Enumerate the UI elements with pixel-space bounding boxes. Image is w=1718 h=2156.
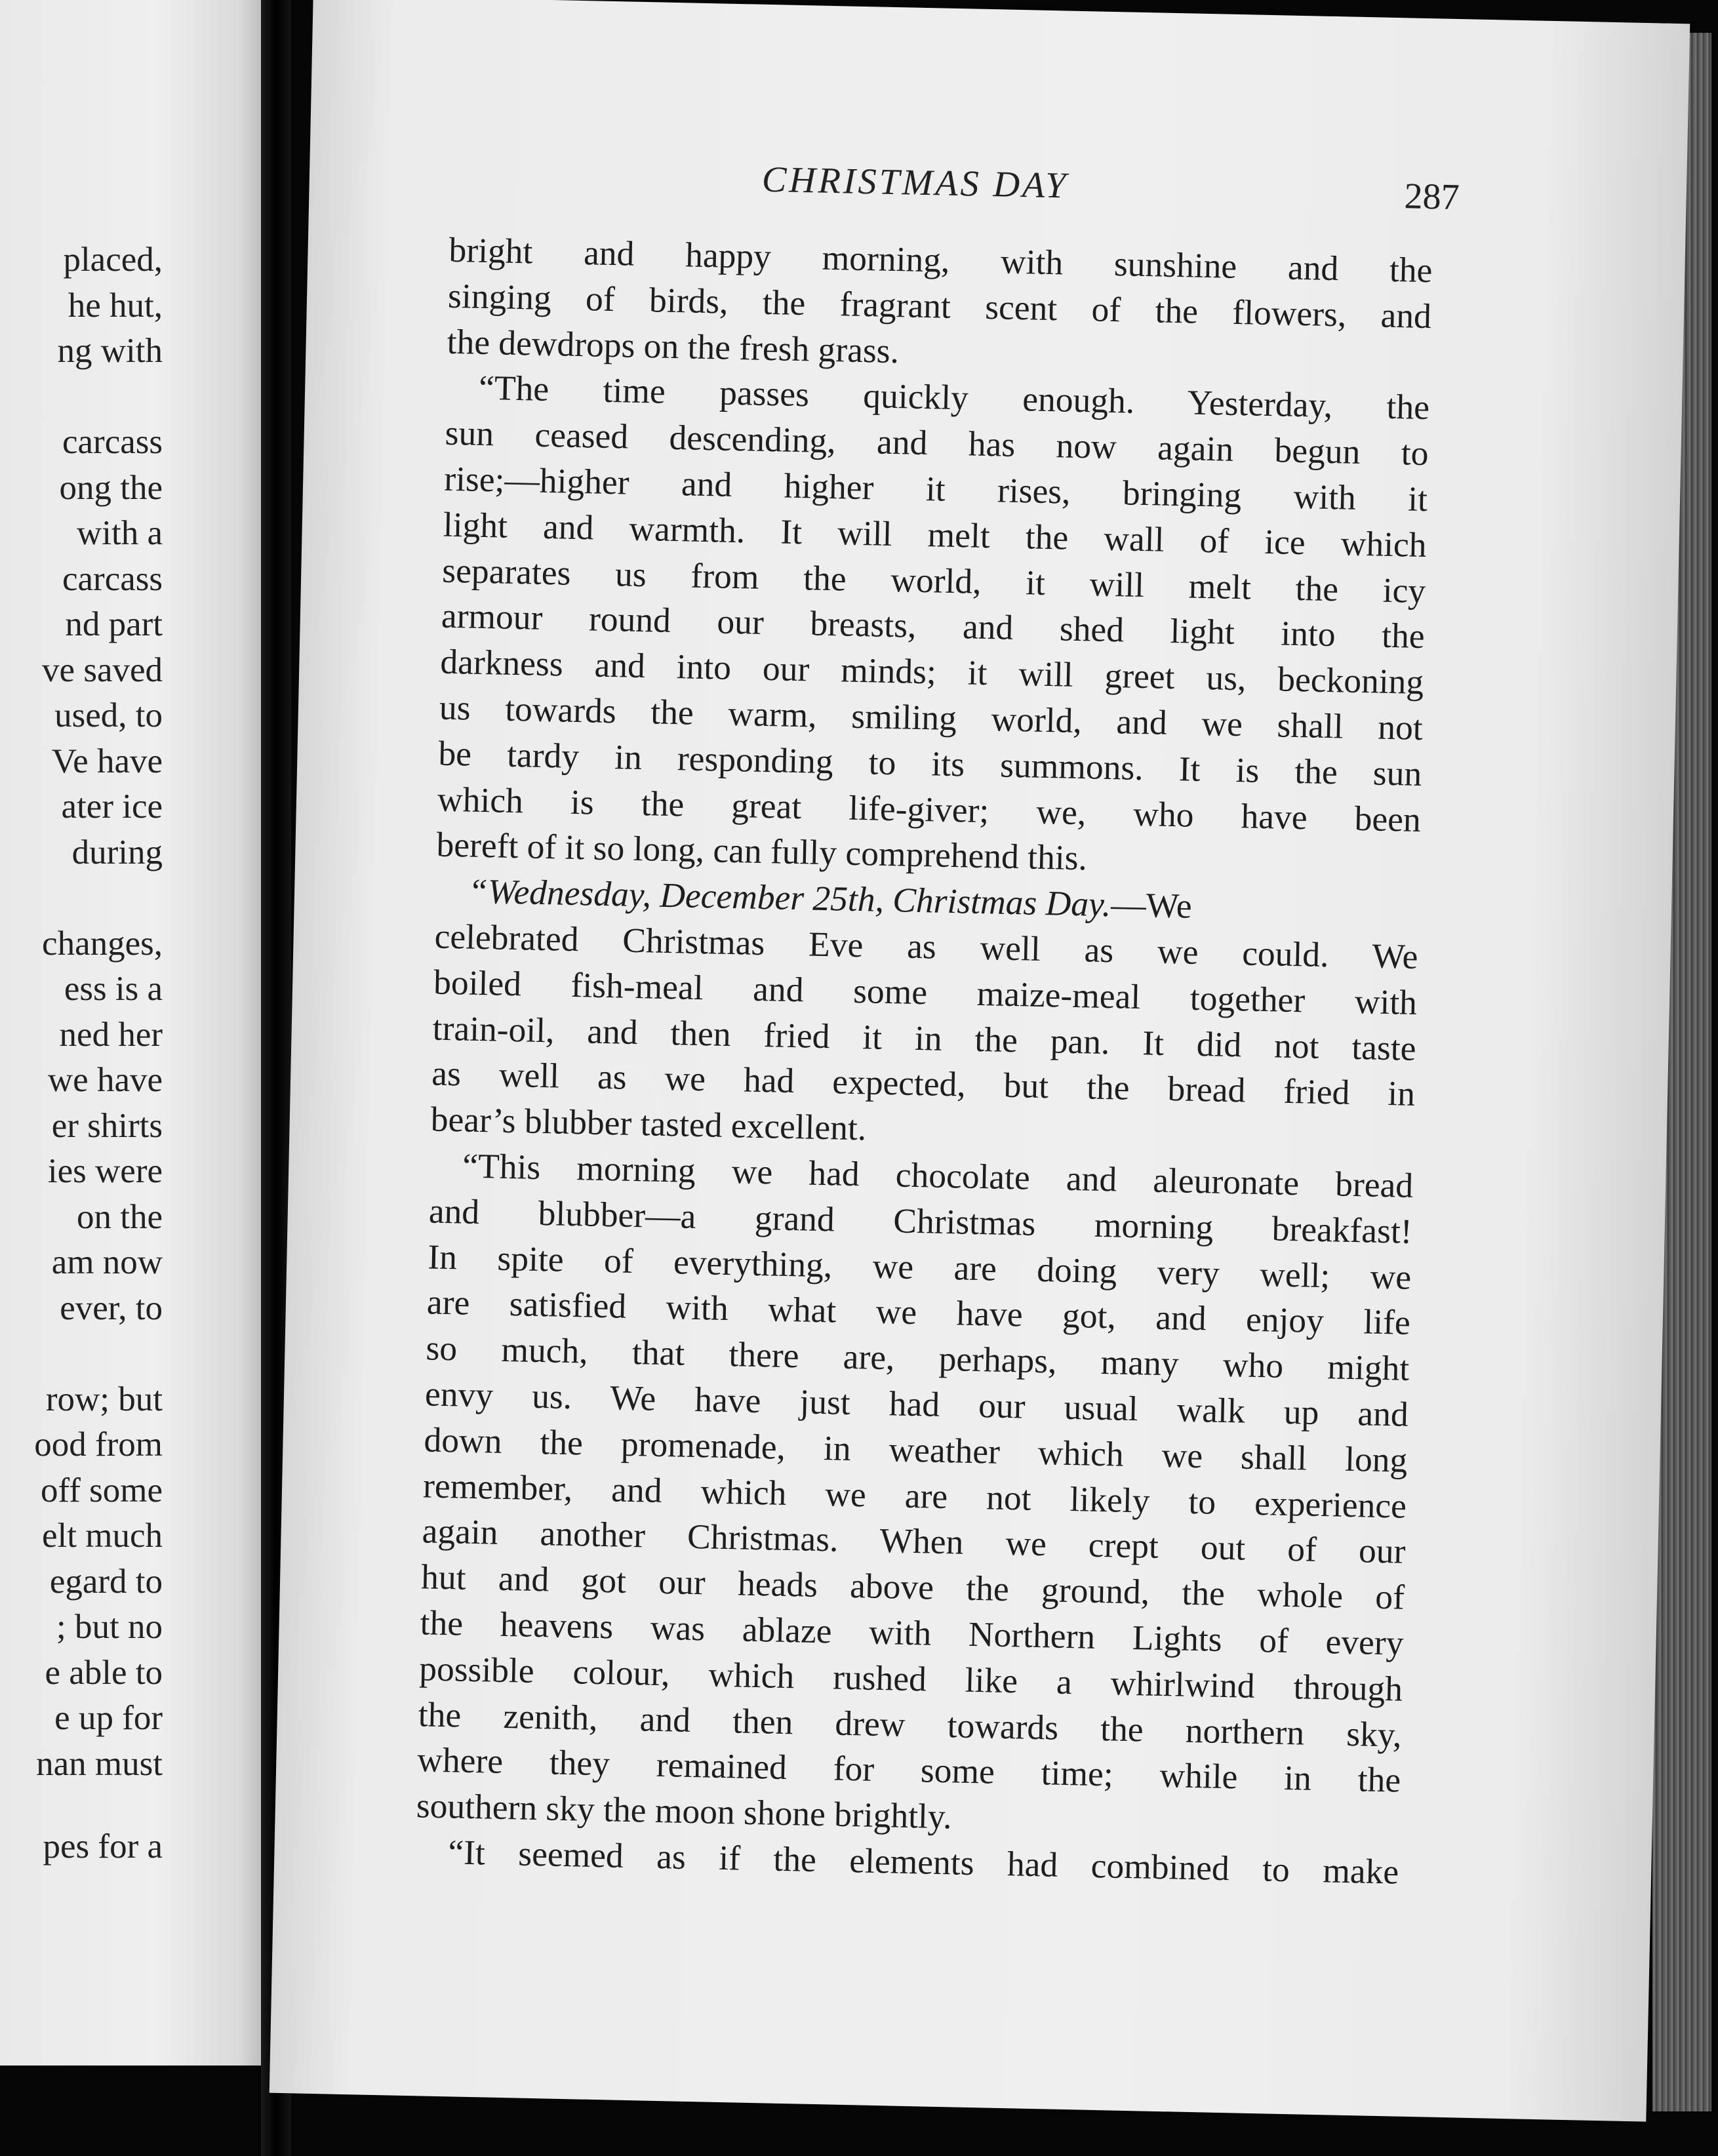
left-page-line: off some	[41, 1471, 163, 1509]
left-page-line: used, to	[54, 696, 163, 734]
left-page-line: nan must	[36, 1744, 163, 1783]
text-line: “This morning we had chocolate and aleuronate bread	[462, 1146, 1414, 1205]
italic-heading: “Wednesday, December 25th, Christmas Day.	[468, 871, 1111, 925]
left-page-line: with a	[77, 514, 163, 552]
text-line: separates us from the world, it will melt the icy	[441, 550, 1426, 610]
left-page-line: ned her	[59, 1015, 163, 1054]
text-line: which is the great life-giver; we, who have been	[437, 779, 1422, 839]
left-page-line	[0, 1331, 163, 1377]
text-line: be tardy in responding to its summons. It is the sun	[437, 733, 1422, 793]
page-number: 287	[1404, 176, 1460, 218]
text-line: In spite of everything, we are doing very well; we	[427, 1236, 1412, 1297]
text-line: “It seemed as if the elements had combined to make	[447, 1832, 1399, 1892]
left-page-line: elt much	[42, 1517, 163, 1555]
left-page-line: am now	[51, 1243, 163, 1281]
text-line: are satisfied with what we have got, and enjoy life	[426, 1282, 1411, 1343]
left-page-line: carcass	[62, 559, 163, 598]
text-line: boiled fish-meal and some maize-meal together with	[433, 962, 1418, 1022]
text-line: bear’s blubber tasted excellent.	[430, 1099, 867, 1148]
right-page	[270, 0, 1690, 2122]
left-page-line: changes,	[42, 924, 163, 963]
text-line: possible colour, which rushed like a whirlwind through	[418, 1648, 1403, 1709]
text-line: the zenith, and then drew towards the northern sky,	[418, 1694, 1403, 1755]
line-text: —We	[1110, 885, 1193, 926]
running-head: CHRISTMAS DAY	[761, 159, 1069, 207]
left-page-line: we have	[47, 1061, 163, 1099]
text-line: rise;—higher and higher it rises, bringing with it	[443, 458, 1428, 519]
text-line: the heavens was ablaze with Northern Lights of every	[420, 1603, 1405, 1663]
text-line: armour round our breasts, and shed light into the	[441, 596, 1426, 656]
left-page-line: on the	[77, 1197, 163, 1236]
text-line: us towards the warm, smiling world, and we shall not	[439, 687, 1424, 748]
left-page-line: ater ice	[61, 788, 163, 826]
text-line: darkness and into our minds; it will greet us, beckoning	[439, 641, 1424, 702]
left-page-line: row; but	[45, 1380, 163, 1418]
left-page-line: ood from	[34, 1426, 163, 1464]
text-line: sun ceased descending, and has now again begun to	[445, 412, 1429, 473]
text-line: “The time passes quickly enough. Yesterday, the	[478, 368, 1430, 428]
text-line: down the promenade, in weather which we shall long	[424, 1420, 1408, 1480]
left-page-line	[0, 875, 163, 921]
left-page-line: ; but no	[56, 1608, 163, 1646]
left-page-line: ever, to	[60, 1288, 163, 1327]
left-page-last-line: pes for a	[43, 1827, 163, 1866]
left-page-line: during	[71, 833, 163, 871]
text-line: envy us. We have just had our usual walk up and	[424, 1374, 1409, 1434]
left-page-line: he hut,	[68, 286, 163, 325]
text-line: remember, and which we are not likely to experience	[422, 1465, 1407, 1526]
left-facing-page	[0, 0, 261, 2066]
text-line: light and warmth. It will melt the wall of ice which	[443, 504, 1428, 565]
text-line: as well as we had expected, but the bread fried in	[431, 1053, 1416, 1114]
left-page-line	[0, 374, 163, 420]
left-page-line: e up for	[54, 1699, 163, 1737]
text-line: singing of birds, the fragrant scent of the flowers, and	[447, 275, 1432, 336]
left-page-line: ies were	[47, 1152, 163, 1190]
text-line: celebrated Christmas Eve as well as we could. We	[434, 916, 1419, 976]
text-line: bright and happy morning, with sunshine and the	[449, 230, 1433, 290]
left-page-text	[0, 237, 163, 1787]
left-page-line: placed,	[63, 241, 163, 279]
left-page-line: Ve have	[51, 742, 163, 780]
text-line: again another Christmas. When we crept out of our	[422, 1511, 1407, 1572]
left-page-line: ng with	[57, 332, 163, 370]
text-line: bereft of it so long, can fully comprehend this.	[436, 824, 1088, 878]
body-text	[415, 228, 1433, 1896]
left-page-line: egard to	[49, 1562, 163, 1601]
left-page-line: e able to	[45, 1653, 163, 1692]
text-line: hut and got our heads above the ground, the whole of	[420, 1557, 1405, 1617]
text-line: where they remained for some time; while in the	[416, 1740, 1401, 1800]
left-page-line: ess is a	[64, 970, 163, 1008]
text-line: so much, that there are, perhaps, many who might	[425, 1328, 1410, 1388]
text-line: the dewdrops on the fresh grass.	[447, 321, 900, 370]
left-page-line: carcass	[62, 423, 163, 461]
left-page-line: ve saved	[42, 650, 163, 689]
left-page-line: nd part	[65, 605, 163, 643]
left-page-line: ong the	[59, 468, 163, 507]
text-line: and blubber—a grand Christmas morning breakfast!	[428, 1191, 1413, 1251]
text-line: train-oil, and then fried it in the pan. It did not taste	[432, 1008, 1417, 1068]
left-page-line: er shirts	[51, 1106, 163, 1145]
text-line: southern sky the moon shone brightly.	[416, 1786, 953, 1837]
